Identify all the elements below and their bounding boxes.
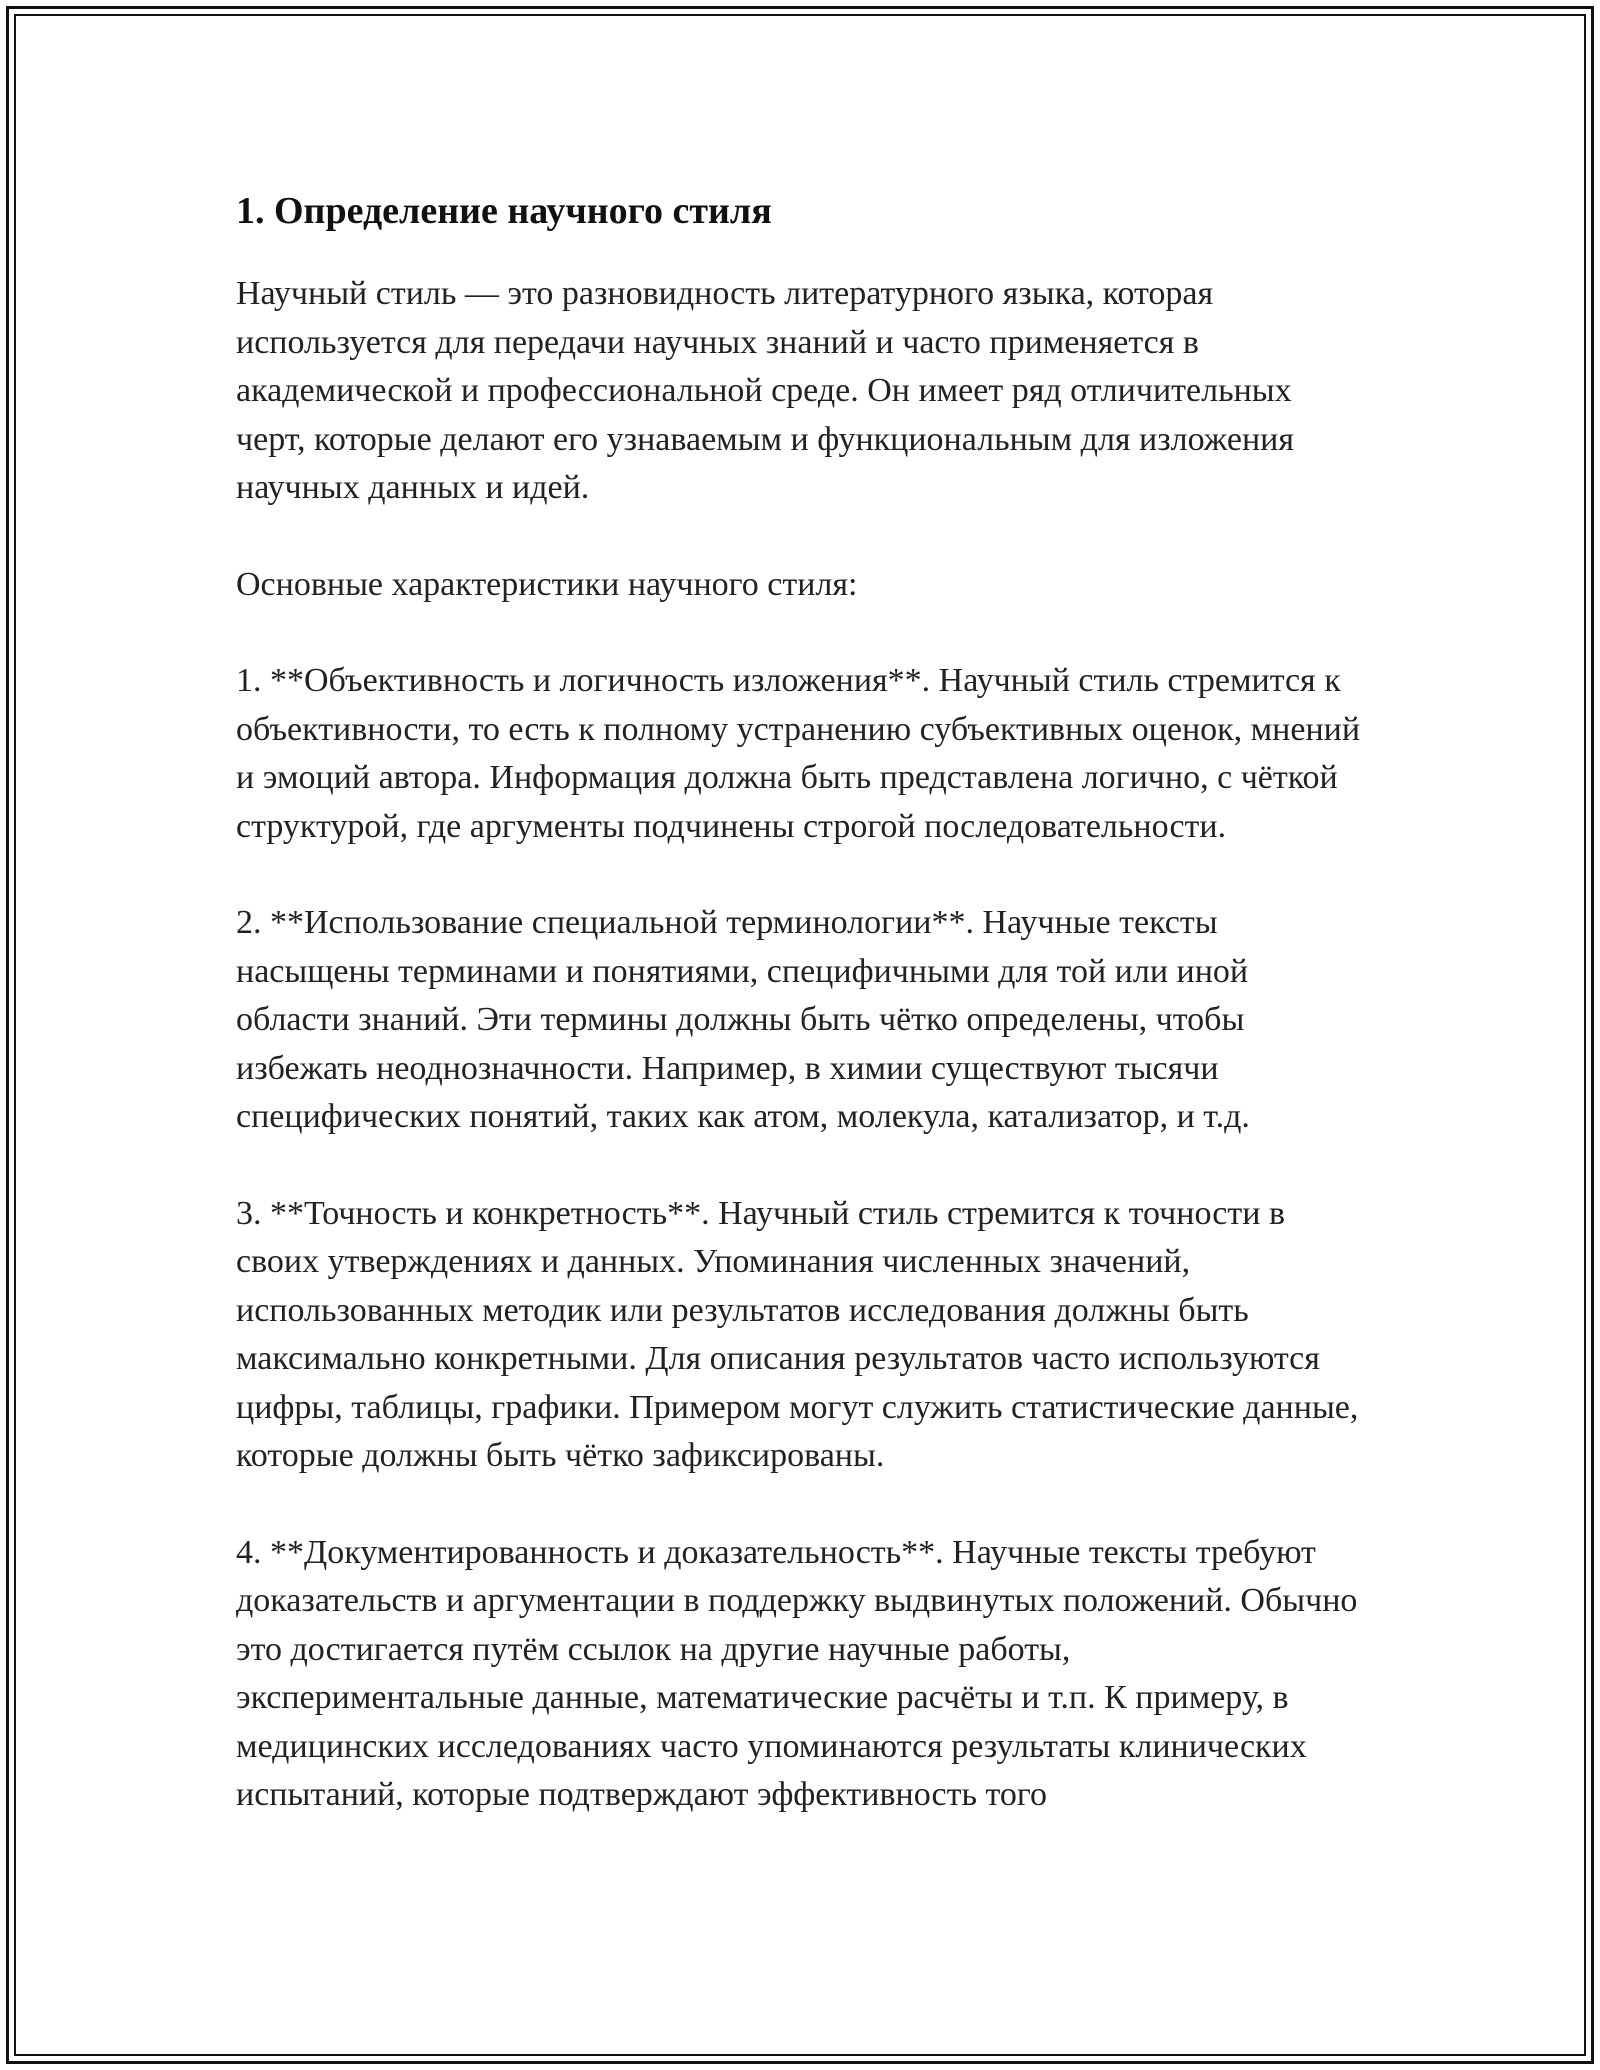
paragraph-point-2: 2. **Использование специальной терминологии**. Научные тексты насыщены терминами и понятиями, специфичными для той или иной области знаний. Эти термины должны быть чётко определены, чтобы избежать неоднозначности. Например, в химии существуют тысячи специфических понятий, таких как атом, молекула, катализатор, и т.д.: [236, 904, 1250, 1135]
section-heading: 1. Определение научного стиля: [236, 190, 772, 232]
document-body: [236, 186, 1366, 1820]
paragraph-point-4: 4. **Документированность и доказательность**. Научные тексты требуют доказательств и аргументации в поддержку выдвинутых положений. Обычно это достигается путём ссылок на другие научные работы, экспериментальные данные, математические расчёты и т.п. К примеру, в медицинских исследованиях часто упоминаются результаты клинических испытаний, которые подтверждают эффективность того: [236, 1533, 1358, 1813]
paragraph-point-1: 1. **Объективность и логичность изложения**. Научный стиль стремится к объективности, то есть к полному устранению субъективных оценок, мнений и эмоций автора. Информация должна быть представлена логично, с чёткой структурой, где аргументы подчинены строгой последовательности.: [236, 662, 1361, 845]
paragraph-point-3: 3. **Точность и конкретность**. Научный стиль стремится к точности в своих утверждениях и данных. Упоминания численных значений, использованных методик или результатов исследования должны быть максимально конкретными. Для описания результатов часто используются цифры, таблицы, графики. Примером могут служить статистические данные, которые должны быть чётко зафиксированы.: [236, 1194, 1359, 1474]
paragraph-characteristics-lead: Основные характеристики научного стиля:: [236, 565, 858, 603]
paragraph-intro: Научный стиль — это разновидность литературного языка, которая используется для передачи научных знаний и часто применяется в академической и профессиональной среде. Он имеет ряд отличительных черт, которые делают его узнаваемым и функциональным для изложения научных данных и идей.: [236, 275, 1294, 506]
